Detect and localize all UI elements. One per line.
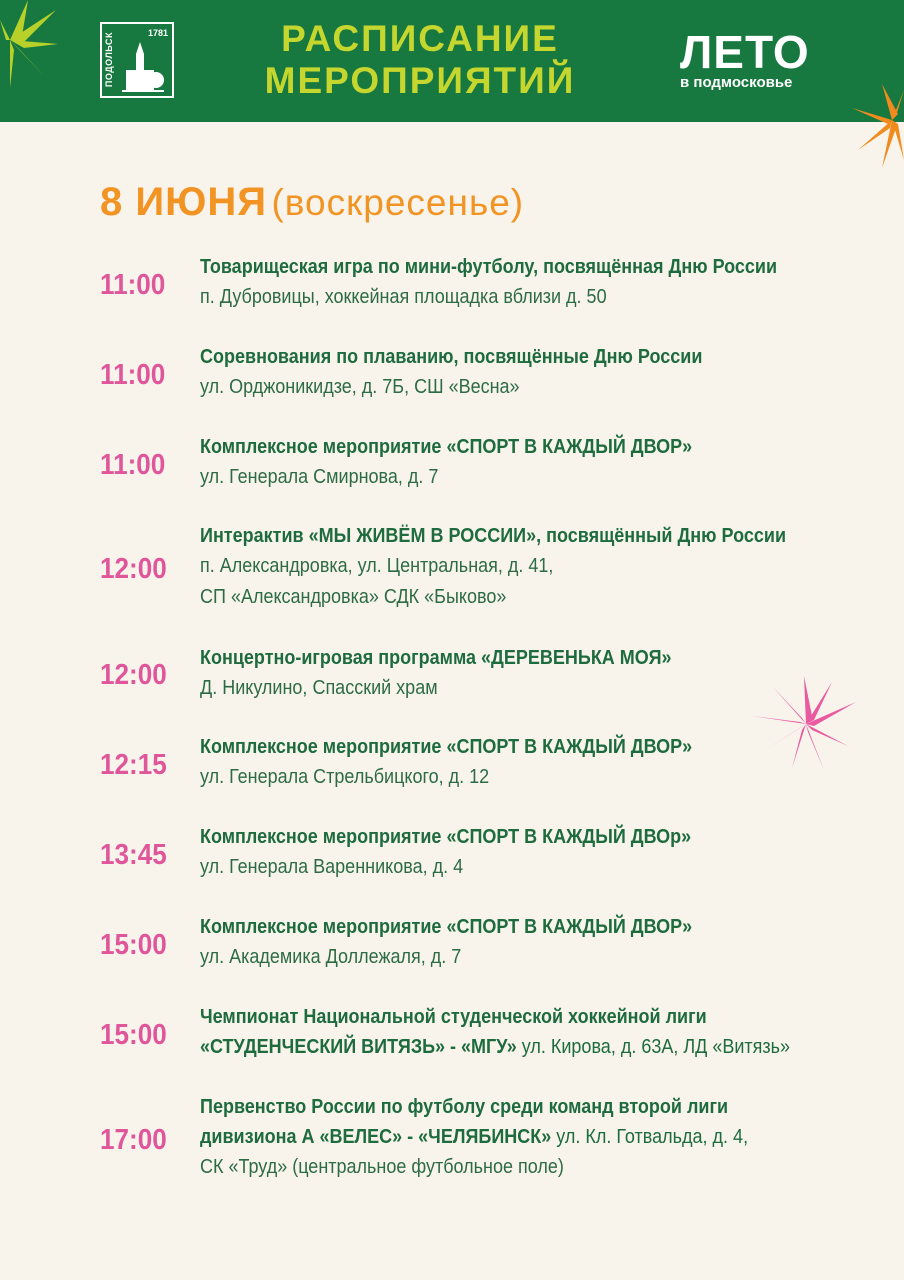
city-logo [100, 22, 174, 98]
event-time: 15:00 [100, 1019, 167, 1051]
brand-sub-text: в подмосковье [680, 74, 793, 91]
event-location: ул. Генерала Смирнова, д. 7 [200, 466, 439, 488]
event-title: Комплексное мероприятие «СПОРТ В КАЖДЫЙ ДВОр» [200, 826, 692, 848]
event-title: Чемпионат Национальной студенческой хоккейной лиги [200, 1006, 707, 1028]
event-location: ул. Генерала Варенникова, д. 4 [200, 856, 464, 878]
event-title-line-2 [200, 1122, 812, 1152]
orange-star-icon [852, 80, 904, 170]
event-time: 11:00 [100, 449, 166, 481]
event-title: Концертно-игровая программа «ДЕРЕВЕНЬКА МОЯ» [200, 647, 672, 669]
event-location: ул. Академика Доллежаля, д. 7 [200, 946, 462, 968]
event-location-line-2: СК «Труд» (центральное футбольное поле) [200, 1156, 564, 1178]
green-star-icon [0, 0, 60, 90]
event-title: Комплексное мероприятие «СПОРТ В КАЖДЫЙ ДВОР» [200, 436, 693, 458]
weekday-text: (воскресенье) [271, 182, 525, 223]
event-title: Товарищеская игра по мини-футболу, посвящённая Дню России [200, 256, 778, 278]
event-location: п. Александровка, ул. Центральная, д. 41, [200, 555, 554, 577]
event-time: 11:00 [100, 359, 166, 391]
event-time: 11:00 [100, 269, 166, 301]
event-title-part: дивизиона А «ВЕЛЕС» - «ЧЕЛЯБИНСК» [200, 1126, 552, 1148]
event-title: Первенство России по футболу среди команд второй лиги [200, 1096, 729, 1118]
date-text: 8 ИЮНЯ [100, 180, 267, 224]
event-location: ул. Генерала Стрельбицкого, д. 12 [200, 766, 490, 788]
event-time: 12:15 [100, 749, 167, 781]
event-title-line-2 [200, 1032, 812, 1062]
event-location-line-2: СП «Александровка» СДК «Быково» [200, 586, 507, 608]
logo-city-text: ПОДОЛЬСК [104, 32, 114, 88]
brand-logo [680, 26, 840, 92]
event-location: ул. Кл. Готвальда, д. 4, [551, 1126, 749, 1148]
title-line-1: РАСПИСАНИЕ [281, 18, 559, 59]
event-time: 12:00 [100, 659, 167, 691]
event-time: 15:00 [100, 929, 167, 961]
event-time: 17:00 [100, 1124, 167, 1156]
church-icon [118, 40, 168, 94]
brand-main-text: ЛЕТО [680, 26, 810, 78]
title-line-2: МЕРОПРИЯТИЙ [264, 60, 576, 101]
event-location: п. Дубровицы, хоккейная площадка вблизи д. 50 [200, 286, 607, 308]
event-title-part: «СТУДЕНЧЕСКИЙ ВИТЯЗЬ» - «МГУ» [200, 1036, 517, 1058]
event-time: 13:45 [100, 839, 167, 871]
event-title: Комплексное мероприятие «СПОРТ В КАЖДЫЙ ДВОР» [200, 736, 693, 758]
event-title: Комплексное мероприятие «СПОРТ В КАЖДЫЙ ДВОР» [200, 916, 693, 938]
event-title: Интерактив «МЫ ЖИВЁМ В РОССИИ», посвящённый Дню России [200, 525, 787, 547]
page-title [240, 18, 600, 102]
date-heading [100, 180, 524, 225]
header-bar [0, 0, 904, 122]
event-location: ул. Орджоникидзе, д. 7Б, СШ «Весна» [200, 376, 520, 398]
event-title: Соревнования по плаванию, посвящённые Дню России [200, 346, 703, 368]
event-location: Д. Никулино, Спасский храм [200, 677, 438, 699]
event-time: 12:00 [100, 553, 167, 585]
event-location: ул. Кирова, д. 63А, ЛД «Витязь» [516, 1036, 791, 1058]
logo-year-text: 1781 [147, 28, 168, 38]
